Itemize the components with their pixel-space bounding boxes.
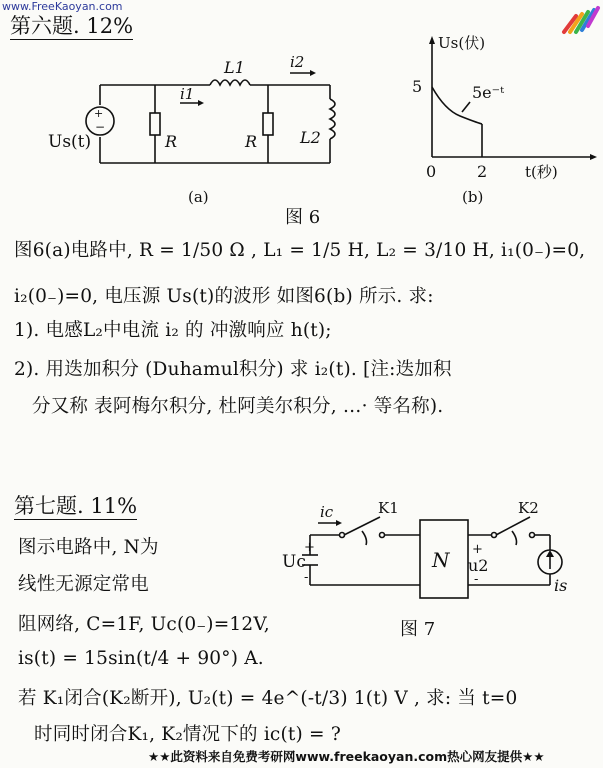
circuit-7 [280, 495, 600, 615]
circuit-6a [48, 53, 370, 185]
graph-ylabel: Us(伏) [438, 34, 486, 52]
graph-xtick-2: 2 [477, 162, 488, 181]
p6-line-3: 1). 电感L₂中电流 i₂ 的 冲激响应 h(t); [14, 320, 332, 341]
plus-u2: + [472, 542, 483, 557]
svg-text:+: + [94, 107, 104, 120]
p7-line-1: 图示电路中, N为 [18, 537, 159, 558]
p6-line-4: 2). 用迭加积分 (Duhamul积分) 求 i₂(t). [注:迭加积 [14, 359, 452, 380]
N-label: N [432, 548, 450, 572]
i1-label: i1 [180, 85, 195, 103]
p7-line-2: 线性无源定常电 [18, 574, 149, 595]
R2-label: R [245, 132, 258, 151]
p7-line-4: is(t) = 15sin(t/4 + 90°) A. [18, 648, 264, 669]
p7-line-6: 时同时闭合K₁, K₂情况下的 ic(t) = ? [34, 724, 341, 745]
site-watermark: www.FreeKaoyan.com [2, 0, 123, 13]
p6-line-2: i₂(0₋)=0, 电压源 Us(t)的波形 如图6(b) 所示. 求: [14, 286, 434, 307]
graph-xlabel: t(秒) [525, 163, 558, 181]
L2-label: L2 [300, 128, 321, 147]
p7-line-3: 阻网络, C=1F, Uc(0₋)=12V, [18, 614, 270, 635]
graph-ytick: 5 [412, 77, 423, 96]
is-label: is [554, 576, 568, 595]
Uc-label: Uc [282, 552, 306, 572]
freekaoyan-logo [556, 2, 602, 36]
figure7-title: 图 7 [400, 619, 436, 640]
u2-label: u2 [468, 556, 489, 575]
minus-u2: - [474, 572, 479, 587]
problem6-heading: 第六题. 12% [10, 14, 134, 38]
i2-label: i2 [290, 53, 305, 71]
K2-label: K2 [518, 499, 539, 517]
problem7-heading: 第七题. 11% [14, 494, 138, 518]
svg-text:−: − [95, 120, 106, 134]
graph-xtick-0: 0 [426, 162, 437, 181]
footer-watermark: ★★此资料来自免费考研网www.freekaoyan.com热心网友提供★★ [148, 749, 545, 764]
source-label: Us(t) [48, 132, 92, 152]
waveform-6b [400, 32, 600, 192]
fig-a-caption: (a) [188, 188, 209, 206]
p7-line-5: 若 K₁闭合(K₂断开), U₂(t) = 4e^(-t/3) 1(t) V , 求: 当 t=0 [18, 688, 518, 709]
graph-curve-label: 5e⁻ᵗ [472, 83, 505, 102]
R1-label: R [165, 132, 178, 151]
K1-label: K1 [378, 499, 399, 517]
minus-c: - [304, 570, 309, 585]
plus-c: + [304, 540, 315, 555]
p6-line-5: 分又称 表阿梅尔积分, 杜阿美尔积分, …· 等名称). [32, 396, 444, 417]
figure6-title: 图 6 [285, 207, 321, 228]
p6-line-1: 图6(a)电路中, R = 1/50 Ω , L₁ = 1/5 H, L₂ = 3/10 H, i₁(0₋)=0, [14, 240, 586, 261]
ic-label: ic [320, 503, 334, 521]
L1-label: L1 [224, 58, 245, 77]
fig-b-caption: (b) [462, 188, 484, 206]
